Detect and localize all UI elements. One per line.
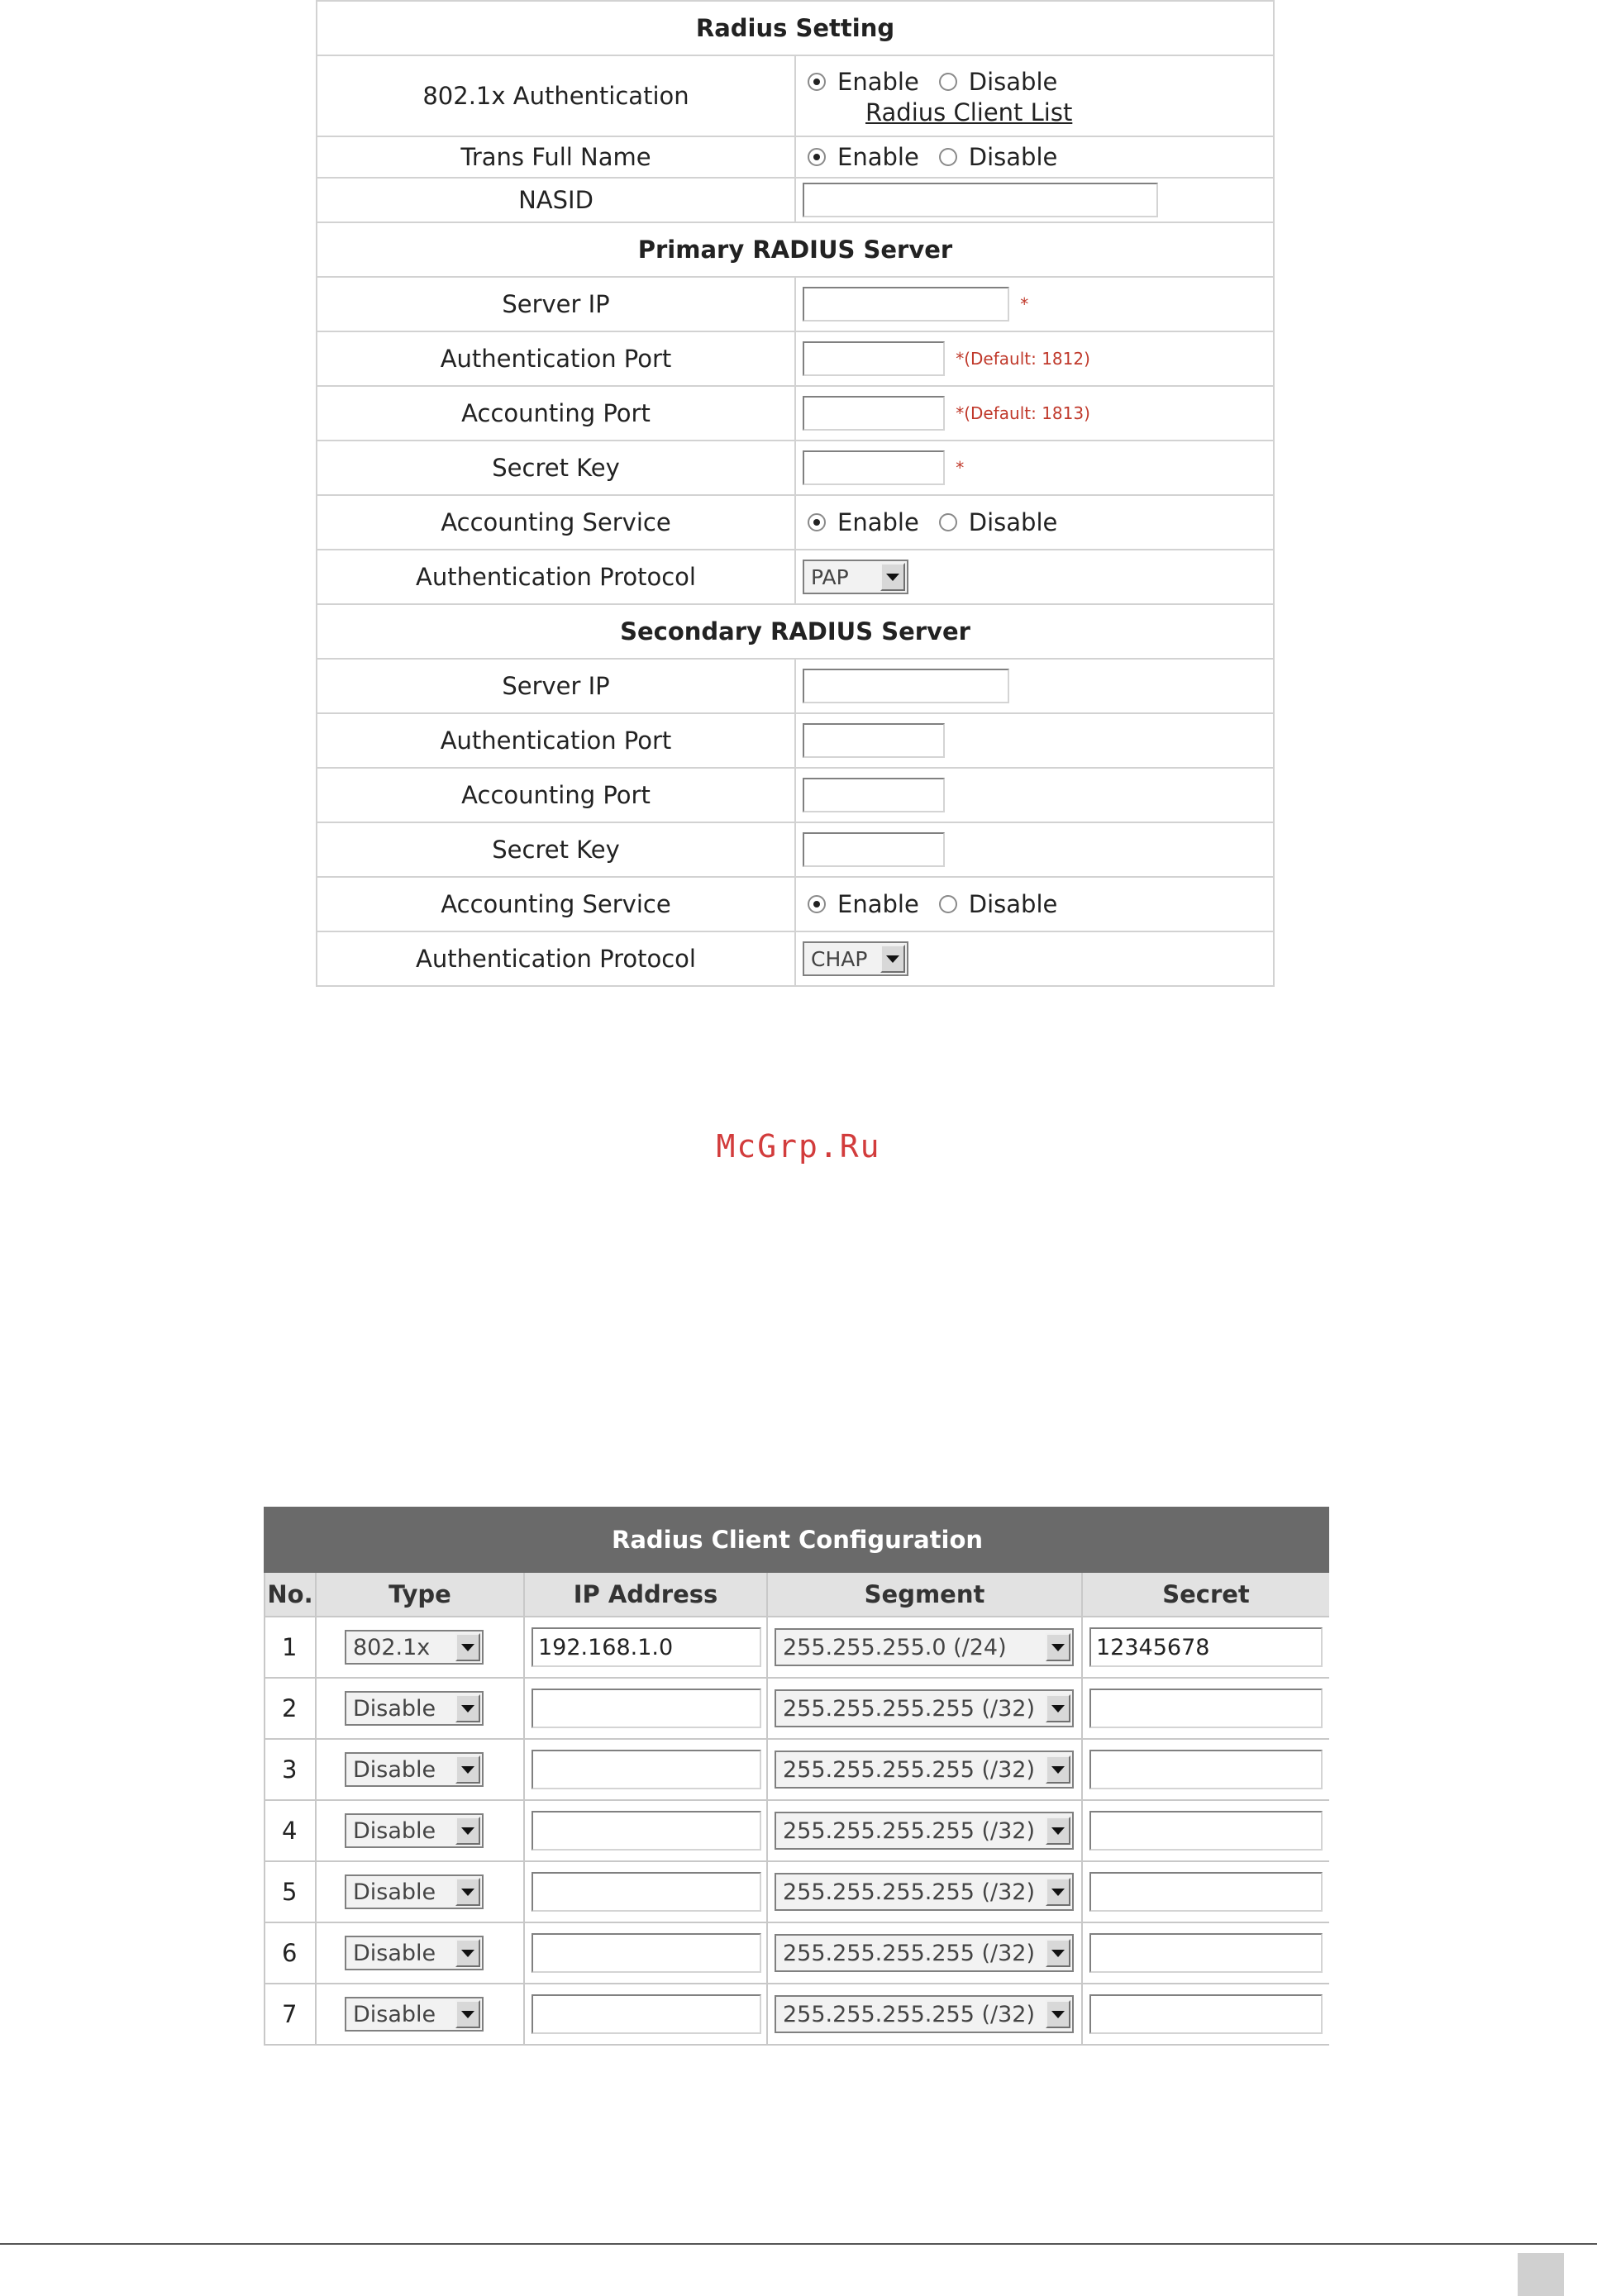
segment-select[interactable] [775,1812,1074,1850]
segment-selected: 255.255.255.0 (/24) [783,1634,1007,1660]
primary-secret-key-label: Secret Key [317,441,795,495]
primary-auth-protocol-row [317,550,1274,604]
table-row [265,1861,1329,1922]
secret-cell [1082,1861,1329,1922]
secret-input[interactable] [1089,1627,1323,1667]
primary-acct-port-default-note: *(Default: 1813) [956,403,1090,423]
primary-auth-protocol-select[interactable] [803,560,908,594]
primary-acct-service-label: Accounting Service [317,495,795,550]
secondary-secret-key-row [317,822,1274,877]
secondary-auth-port-row [317,713,1274,768]
segment-select[interactable] [775,1628,1074,1666]
ip-address-cell [524,1800,767,1861]
primary-acct-service-cell [795,495,1274,550]
ip-address-cell [524,1861,767,1922]
ip-address-cell [524,1984,767,2045]
trans-full-name-disable-radio[interactable] [939,148,957,166]
chevron-down-icon[interactable] [455,1878,480,1906]
segment-selected: 255.255.255.255 (/32) [783,1817,1035,1844]
segment-select[interactable] [775,1873,1074,1911]
primary-secret-key-required: * [956,458,965,478]
primary-server-ip-required: * [1020,294,1029,314]
secondary-server-header-row [317,604,1274,659]
auth-8021x-label: 802.1x Authentication [317,55,795,136]
row-number: 2 [265,1678,316,1739]
footer-divider [0,2243,1597,2245]
trans-full-name-enable-radio[interactable] [808,148,826,166]
secondary-acct-service-radio-group [803,888,1273,921]
secondary-acct-service-disable-radio[interactable] [939,895,957,913]
segment-cell [767,1922,1082,1984]
primary-auth-port-input[interactable] [803,341,945,376]
type-cell [316,1800,524,1861]
nasid-input[interactable] [803,183,1158,217]
primary-server-header-row [317,222,1274,277]
segment-cell [767,1617,1082,1678]
radius-client-config-table [264,1507,1329,2046]
secret-cell [1082,1617,1329,1678]
segment-select[interactable] [775,1934,1074,1972]
primary-acct-port-input[interactable] [803,396,945,431]
secondary-acct-service-disable-label: Disable [968,890,1058,918]
primary-server-title: Primary RADIUS Server [317,222,1274,277]
type-select[interactable] [345,1752,484,1787]
primary-server-ip-input[interactable] [803,287,1009,322]
secret-cell [1082,1678,1329,1739]
trans-full-name-row [317,136,1274,178]
type-select[interactable] [345,1813,484,1848]
segment-cell [767,1861,1082,1922]
row-number: 4 [265,1800,316,1861]
secondary-auth-port-label: Authentication Port [317,713,795,768]
column-header-secret: Secret [1082,1572,1329,1617]
page-number-box [1518,2253,1564,2296]
secondary-auth-protocol-cell [795,931,1274,986]
column-header-no: No. [265,1572,316,1617]
type-cell [316,1984,524,2045]
primary-acct-service-enable-radio[interactable] [808,513,826,531]
secondary-server-ip-label: Server IP [317,659,795,713]
ip-address-input[interactable] [532,1811,761,1851]
segment-select[interactable] [775,1995,1074,2033]
radius-setting-table [316,0,1275,987]
secondary-auth-protocol-label: Authentication Protocol [317,931,795,986]
chevron-down-icon[interactable] [880,563,905,591]
chevron-down-icon[interactable] [1046,1694,1070,1722]
secret-input[interactable] [1089,1994,1323,2034]
client-config-title-row [265,1508,1329,1572]
trans-full-name-enable-label: Enable [837,143,919,171]
segment-selected: 255.255.255.255 (/32) [783,1695,1035,1722]
type-cell [316,1678,524,1739]
secondary-server-ip-cell [795,659,1274,713]
radius-client-list-link[interactable]: Radius Client List [865,98,1073,126]
secondary-acct-port-input[interactable] [803,778,945,812]
secondary-server-title: Secondary RADIUS Server [317,604,1274,659]
type-select[interactable] [345,1997,484,2032]
secondary-auth-protocol-row [317,931,1274,986]
auth-8021x-enable-radio[interactable] [808,73,826,91]
radius-setting-header-row [317,1,1274,55]
segment-selected: 255.255.255.255 (/32) [783,2001,1035,2027]
chevron-down-icon[interactable] [455,1939,480,1967]
column-header-ip-address: IP Address [524,1572,767,1617]
table-row [265,1984,1329,2045]
type-cell [316,1617,524,1678]
type-select[interactable] [345,1691,484,1726]
chevron-down-icon[interactable] [1046,1939,1070,1967]
type-cell [316,1739,524,1800]
auth-8021x-radio-group [803,65,1273,98]
auth-8021x-cell [795,55,1274,136]
row-number: 3 [265,1739,316,1800]
table-row [265,1922,1329,1984]
column-header-type: Type [316,1572,524,1617]
auth-8021x-row [317,55,1274,136]
chevron-down-icon[interactable] [455,2000,480,2028]
secondary-auth-protocol-select[interactable] [803,941,908,976]
trans-full-name-disable-label: Disable [968,143,1058,171]
chevron-down-icon[interactable] [1046,2000,1070,2028]
primary-server-ip-row [317,277,1274,331]
auth-8021x-disable-label: Disable [968,68,1058,96]
segment-select[interactable] [775,1689,1074,1727]
secret-input[interactable] [1089,1689,1323,1728]
type-selected: Disable [353,1695,436,1722]
segment-cell [767,1800,1082,1861]
type-selected: Disable [353,1756,436,1783]
secondary-auth-port-input[interactable] [803,723,945,758]
trans-full-name-label: Trans Full Name [317,136,795,178]
secret-input[interactable] [1089,1933,1323,1973]
secondary-acct-service-cell [795,877,1274,931]
chevron-down-icon[interactable] [880,945,905,973]
radius-setting-title: Radius Setting [317,1,1274,55]
ip-address-input[interactable] [532,1872,761,1912]
type-selected: Disable [353,1879,436,1905]
primary-server-ip-cell [795,277,1274,331]
chevron-down-icon[interactable] [455,1755,480,1784]
secondary-acct-service-row [317,877,1274,931]
nasid-cell [795,178,1274,222]
segment-cell [767,1739,1082,1800]
row-number: 6 [265,1922,316,1984]
row-number: 7 [265,1984,316,2045]
table-row [265,1739,1329,1800]
auth-8021x-enable-label: Enable [837,68,919,96]
ip-address-input[interactable] [532,1689,761,1728]
type-select[interactable] [345,1874,484,1909]
row-number: 5 [265,1861,316,1922]
secondary-secret-key-label: Secret Key [317,822,795,877]
type-selected: Disable [353,2001,436,2027]
ip-address-input[interactable] [532,1933,761,1973]
segment-selected: 255.255.255.255 (/32) [783,1940,1035,1966]
type-cell [316,1922,524,1984]
primary-auth-protocol-selected: PAP [811,564,849,589]
type-selected: Disable [353,1940,436,1966]
secondary-acct-service-enable-radio[interactable] [808,895,826,913]
chevron-down-icon[interactable] [455,1633,480,1661]
trans-full-name-radio-group [803,141,1273,174]
type-select[interactable] [345,1630,484,1665]
segment-cell [767,1984,1082,2045]
chevron-down-icon[interactable] [1046,1878,1070,1906]
client-config-title: Radius Client Configuration [265,1508,1329,1572]
primary-acct-service-row [317,495,1274,550]
auth-8021x-disable-radio[interactable] [939,73,957,91]
type-cell [316,1861,524,1922]
type-select[interactable] [345,1936,484,1970]
primary-auth-port-row [317,331,1274,386]
secondary-auth-port-cell [795,713,1274,768]
segment-cell [767,1678,1082,1739]
primary-secret-key-input[interactable] [803,450,945,485]
secondary-acct-port-cell [795,768,1274,822]
radius-client-config-panel [264,1507,1329,2054]
secondary-auth-protocol-selected: CHAP [811,946,868,971]
ip-address-cell [524,1678,767,1739]
secret-cell [1082,1739,1329,1800]
primary-acct-port-cell [795,386,1274,441]
primary-acct-port-row [317,386,1274,441]
table-row [265,1678,1329,1739]
type-selected: Disable [353,1817,436,1844]
chevron-down-icon[interactable] [455,1817,480,1845]
row-number: 1 [265,1617,316,1678]
table-row [265,1617,1329,1678]
secondary-server-ip-input[interactable] [803,669,1009,703]
primary-secret-key-row [317,441,1274,495]
secondary-acct-port-label: Accounting Port [317,768,795,822]
ip-address-cell [524,1617,767,1678]
primary-secret-key-cell [795,441,1274,495]
primary-acct-service-radio-group [803,506,1273,539]
primary-auth-protocol-cell [795,550,1274,604]
chevron-down-icon[interactable] [1046,1633,1070,1661]
secret-input[interactable] [1089,1872,1323,1912]
primary-acct-service-disable-radio[interactable] [939,513,957,531]
primary-acct-port-label: Accounting Port [317,386,795,441]
ip-address-input[interactable] [532,1994,761,2034]
ip-address-cell [524,1922,767,1984]
secret-cell [1082,1922,1329,1984]
secondary-acct-service-label: Accounting Service [317,877,795,931]
primary-acct-service-disable-label: Disable [968,508,1058,536]
secret-cell [1082,1800,1329,1861]
secondary-secret-key-input[interactable] [803,832,945,867]
primary-auth-port-cell [795,331,1274,386]
secret-cell [1082,1984,1329,2045]
primary-acct-service-enable-label: Enable [837,508,919,536]
ip-address-input[interactable] [532,1627,761,1667]
secondary-server-ip-row [317,659,1274,713]
secret-input[interactable] [1089,1750,1323,1789]
primary-auth-protocol-label: Authentication Protocol [317,550,795,604]
watermark: McGrp.Ru [716,1128,881,1165]
segment-selected: 255.255.255.255 (/32) [783,1756,1035,1783]
client-config-header-row [265,1572,1329,1617]
secondary-secret-key-cell [795,822,1274,877]
chevron-down-icon[interactable] [455,1694,480,1722]
trans-full-name-cell [795,136,1274,178]
primary-auth-port-label: Authentication Port [317,331,795,386]
nasid-label: NASID [317,178,795,222]
nasid-row [317,178,1274,222]
chevron-down-icon[interactable] [1046,1817,1070,1845]
primary-server-ip-label: Server IP [317,277,795,331]
type-selected: 802.1x [353,1634,431,1660]
segment-select[interactable] [775,1751,1074,1789]
secret-input[interactable] [1089,1811,1323,1851]
secondary-acct-port-row [317,768,1274,822]
chevron-down-icon[interactable] [1046,1755,1070,1784]
primary-auth-port-default-note: *(Default: 1812) [956,349,1090,369]
segment-selected: 255.255.255.255 (/32) [783,1879,1035,1905]
secondary-acct-service-enable-label: Enable [837,890,919,918]
column-header-segment: Segment [767,1572,1082,1617]
ip-address-cell [524,1739,767,1800]
table-row [265,1800,1329,1861]
ip-address-input[interactable] [532,1750,761,1789]
